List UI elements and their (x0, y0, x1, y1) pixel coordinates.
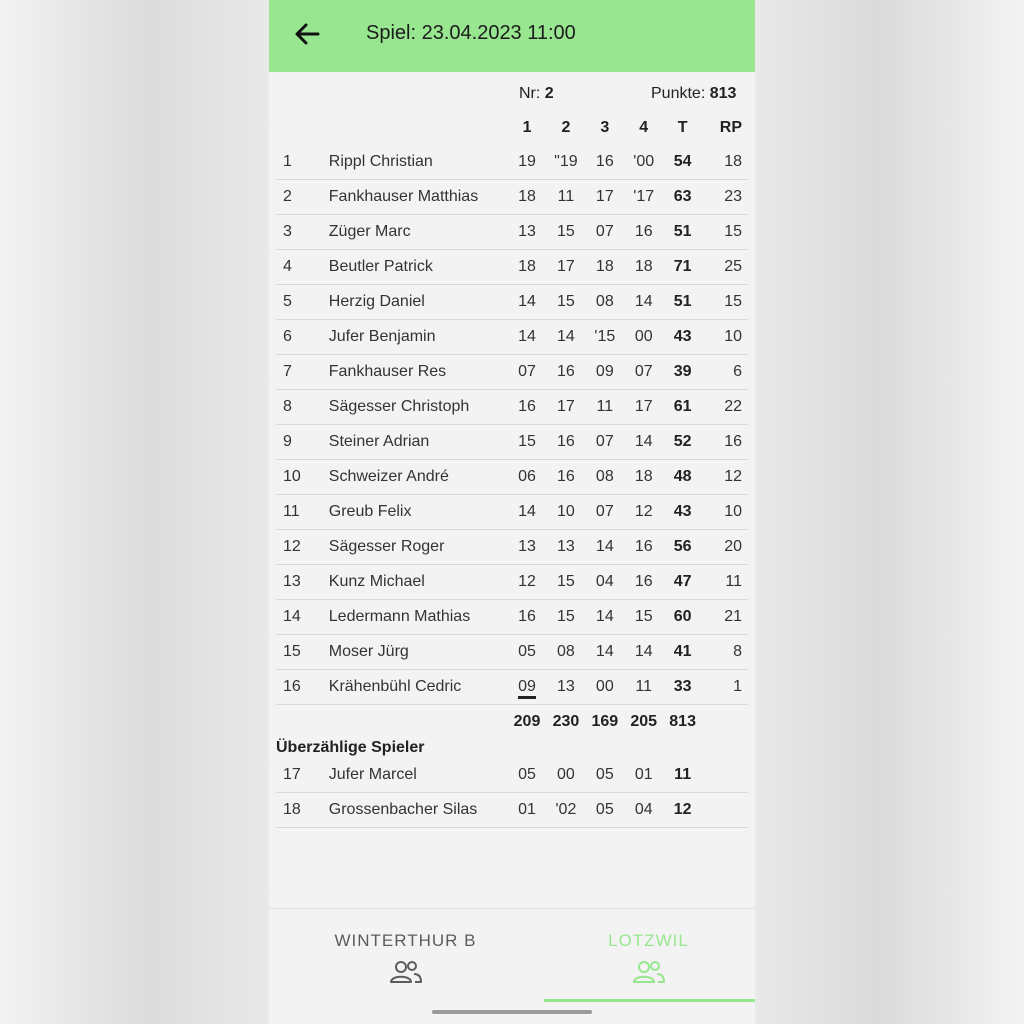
rank-points: 10 (702, 495, 748, 530)
player-name: Fankhauser Matthias (329, 180, 508, 215)
arrow-left-icon (294, 23, 320, 45)
team-icon (632, 959, 666, 985)
table-row (276, 793, 748, 828)
totals-row (276, 705, 748, 739)
score-cell: 14 (585, 530, 624, 565)
player-total: 52 (663, 425, 702, 460)
player-name: Beutler Patrick (329, 250, 508, 285)
tab-label: LOTZWIL (608, 931, 689, 950)
score-cell: 07 (508, 355, 547, 390)
player-total: 63 (663, 180, 702, 215)
player-number: 8 (276, 390, 329, 425)
rank-points: 16 (702, 425, 748, 460)
player-number: 3 (276, 215, 329, 250)
score-cell: 07 (585, 425, 624, 460)
player-number: 16 (276, 670, 329, 705)
player-name: Grossenbacher Silas (329, 793, 508, 828)
player-number: 11 (276, 495, 329, 530)
score-cell: 10 (546, 495, 585, 530)
score-table (276, 110, 748, 828)
bottom-navigation (269, 908, 755, 1024)
score-cell: 12 (508, 565, 547, 600)
score-cell: 17 (585, 180, 624, 215)
column-header-2: 2 (561, 118, 571, 136)
rank-points: 22 (702, 390, 748, 425)
player-total: 48 (663, 460, 702, 495)
player-name: Züger Marc (329, 215, 508, 250)
column-header-rp: RP (719, 118, 742, 136)
table-row (276, 495, 748, 530)
table-row (276, 565, 748, 600)
player-name: Ledermann Mathias (329, 600, 508, 635)
score-cell: 16 (624, 215, 663, 250)
score-cell: '00 (624, 145, 663, 180)
player-name: Herzig Daniel (329, 285, 508, 320)
score-cell: 08 (546, 635, 585, 670)
score-cell: 14 (624, 285, 663, 320)
score-cell: 16 (624, 530, 663, 565)
score-cell: 17 (546, 250, 585, 285)
player-number: 10 (276, 460, 329, 495)
grand-total-cell: 813 (669, 712, 696, 730)
player-name: Krähenbühl Cedric (329, 670, 508, 705)
player-total: 12 (663, 793, 702, 828)
rank-points: 15 (702, 285, 748, 320)
table-row (276, 758, 748, 793)
table-row (276, 600, 748, 635)
rank-points: 1 (702, 670, 748, 705)
player-total: 56 (663, 530, 702, 565)
score-cell: 13 (546, 670, 585, 705)
score-cell: 15 (546, 215, 585, 250)
score-cell: 05 (508, 758, 547, 793)
score-cell: 16 (508, 390, 547, 425)
table-row (276, 250, 748, 285)
player-total: 61 (663, 390, 702, 425)
player-total: 51 (663, 215, 702, 250)
score-cell: 11 (585, 390, 624, 425)
score-cell: 05 (585, 758, 624, 793)
player-name: Sägesser Christoph (329, 390, 508, 425)
match-number: Nr: 2 (519, 85, 554, 102)
score-cell: 18 (508, 180, 547, 215)
table-row (276, 215, 748, 250)
selected-score[interactable]: 09 (518, 678, 536, 699)
player-total: 60 (663, 600, 702, 635)
column-header-1: 1 (522, 118, 532, 136)
score-cell: "19 (546, 145, 585, 180)
score-cell: 16 (508, 600, 547, 635)
score-cell: 04 (624, 793, 663, 828)
player-name: Kunz Michael (329, 565, 508, 600)
app-bar (269, 0, 755, 72)
score-cell: 18 (624, 460, 663, 495)
score-cell: 14 (585, 635, 624, 670)
table-row (276, 460, 748, 495)
tab-lotzwil[interactable] (527, 909, 755, 1003)
score-cell: 07 (585, 215, 624, 250)
score-cell: 00 (585, 670, 624, 705)
score-cell (508, 670, 547, 705)
team-icon (389, 959, 423, 985)
back-button[interactable] (289, 18, 325, 50)
score-cell: 05 (585, 793, 624, 828)
player-number: 17 (276, 758, 329, 793)
score-cell: 19 (508, 145, 547, 180)
score-cell: 14 (508, 285, 547, 320)
score-cell: 17 (624, 390, 663, 425)
table-row (276, 530, 748, 565)
score-cell: 13 (546, 530, 585, 565)
player-total: 41 (663, 635, 702, 670)
score-cell: 13 (508, 215, 547, 250)
player-name: Moser Jürg (329, 635, 508, 670)
score-cell: 04 (585, 565, 624, 600)
total-points: Punkte: 813 (651, 85, 737, 102)
total-cell: 209 (513, 712, 541, 730)
player-number: 15 (276, 635, 329, 670)
player-number: 13 (276, 565, 329, 600)
score-cell: '17 (624, 180, 663, 215)
score-cell: 07 (624, 355, 663, 390)
score-cell: 14 (546, 320, 585, 355)
player-number: 9 (276, 425, 329, 460)
rank-points: 6 (702, 355, 748, 390)
player-name: Jufer Marcel (329, 758, 508, 793)
score-cell: 18 (508, 250, 547, 285)
rank-points: 11 (702, 565, 748, 600)
player-name: Rippl Christian (329, 145, 508, 180)
column-header-total: T (677, 118, 688, 136)
player-number: 14 (276, 600, 329, 635)
player-total: 11 (663, 758, 702, 793)
score-cell: 16 (546, 355, 585, 390)
score-cell: 05 (508, 635, 547, 670)
score-cell: 11 (624, 670, 663, 705)
player-name: Greub Felix (329, 495, 508, 530)
table-header-row (276, 110, 748, 145)
score-cell: 01 (508, 793, 547, 828)
score-cell: 01 (624, 758, 663, 793)
rank-points: 23 (702, 180, 748, 215)
score-cell: 09 (585, 355, 624, 390)
rank-points: 10 (702, 320, 748, 355)
table-row (276, 180, 748, 215)
score-cell: 18 (585, 250, 624, 285)
app-screen (269, 0, 755, 1024)
score-cell: 00 (624, 320, 663, 355)
score-cell: 14 (624, 635, 663, 670)
column-header-4: 4 (639, 118, 649, 136)
player-name: Fankhauser Res (329, 355, 508, 390)
player-total: 51 (663, 285, 702, 320)
score-cell: 15 (624, 600, 663, 635)
score-cell: 14 (508, 495, 547, 530)
column-header-3: 3 (600, 118, 610, 136)
table-row (276, 145, 748, 180)
player-number: 1 (276, 145, 329, 180)
player-number: 2 (276, 180, 329, 215)
score-cell: 15 (508, 425, 547, 460)
score-cell: 15 (546, 600, 585, 635)
table-row (276, 425, 748, 460)
total-cell: 205 (630, 712, 658, 730)
score-cell: 12 (624, 495, 663, 530)
player-total: 43 (663, 495, 702, 530)
table-row (276, 285, 748, 320)
table-row (276, 355, 748, 390)
score-cell: 07 (585, 495, 624, 530)
rank-points: 8 (702, 635, 748, 670)
table-row (276, 320, 748, 355)
table-row (276, 670, 748, 705)
player-number: 12 (276, 530, 329, 565)
score-cell: 14 (508, 320, 547, 355)
score-cell: 08 (585, 460, 624, 495)
player-total: 39 (663, 355, 702, 390)
section-heading-row (276, 738, 748, 758)
tab-winterthur-b[interactable] (284, 909, 527, 1003)
tab-label: WINTERTHUR B (334, 931, 477, 950)
background-right (755, 0, 1024, 1024)
player-total: 43 (663, 320, 702, 355)
rank-points: 21 (702, 600, 748, 635)
rank-points: 25 (702, 250, 748, 285)
score-cell: 18 (624, 250, 663, 285)
score-cell: 16 (546, 425, 585, 460)
score-cell: 17 (546, 390, 585, 425)
rank-points: 20 (702, 530, 748, 565)
player-number: 6 (276, 320, 329, 355)
score-cell: 13 (508, 530, 547, 565)
player-name: Schweizer André (329, 460, 508, 495)
score-cell: 14 (624, 425, 663, 460)
rank-points: 12 (702, 460, 748, 495)
total-cell: 230 (552, 712, 580, 730)
player-number: 18 (276, 793, 329, 828)
score-cell: 06 (508, 460, 547, 495)
score-cell: '02 (546, 793, 585, 828)
background-left (0, 0, 269, 1024)
player-number: 7 (276, 355, 329, 390)
player-name: Sägesser Roger (329, 530, 508, 565)
score-cell: 00 (546, 758, 585, 793)
score-cell: 16 (585, 145, 624, 180)
player-total: 33 (663, 670, 702, 705)
table-row (276, 635, 748, 670)
score-cell: 16 (546, 460, 585, 495)
score-cell: 16 (624, 565, 663, 600)
player-number: 4 (276, 250, 329, 285)
total-cell: 169 (591, 712, 619, 730)
table-row (276, 390, 748, 425)
home-indicator[interactable] (432, 1010, 592, 1014)
player-number: 5 (276, 285, 329, 320)
score-cell: 15 (546, 565, 585, 600)
rank-points: 18 (702, 145, 748, 180)
score-cell: 14 (585, 600, 624, 635)
section-heading: Überzählige Spieler (276, 739, 425, 756)
player-total: 54 (663, 145, 702, 180)
score-cell: 08 (585, 285, 624, 320)
active-tab-indicator (544, 999, 755, 1002)
score-cell: '15 (585, 320, 624, 355)
score-cell: 11 (546, 180, 585, 215)
player-name: Steiner Adrian (329, 425, 508, 460)
player-total: 71 (663, 250, 702, 285)
player-total: 47 (663, 565, 702, 600)
score-cell: 15 (546, 285, 585, 320)
rank-points: 15 (702, 215, 748, 250)
player-name: Jufer Benjamin (329, 320, 508, 355)
page-title: Spiel: 23.04.2023 11:00 (366, 22, 576, 44)
